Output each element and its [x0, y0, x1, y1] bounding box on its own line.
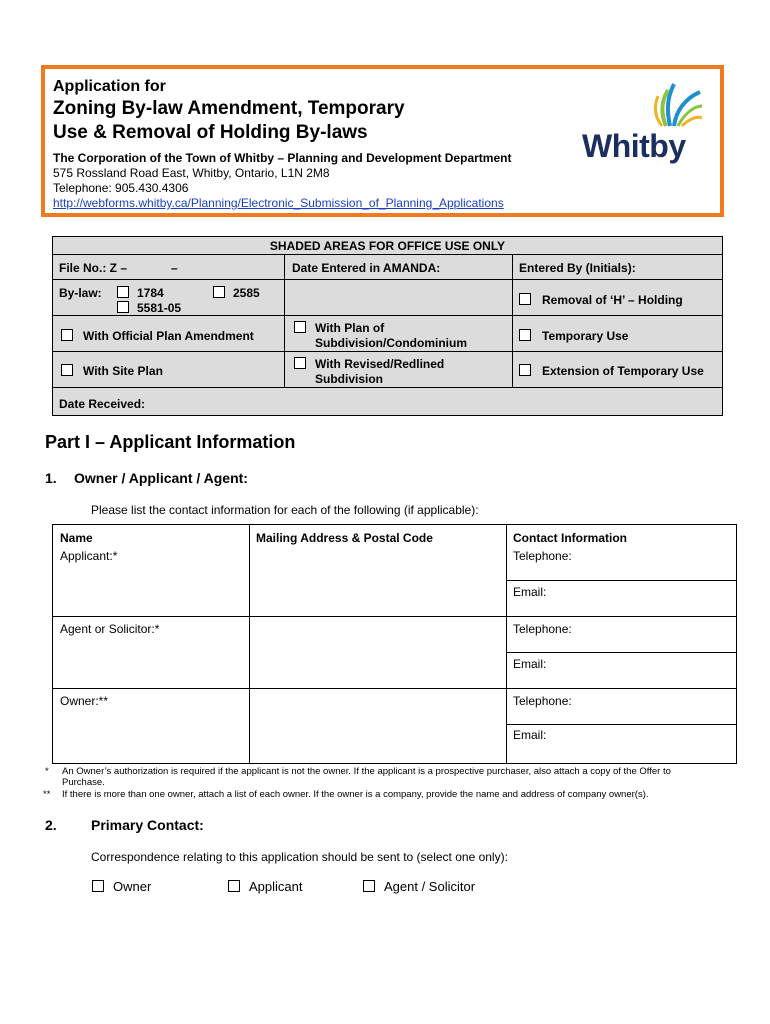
col-address-header: Mailing Address & Postal Code: [256, 531, 433, 545]
temporary-use-label: Temporary Use: [542, 329, 629, 343]
form-title: [53, 97, 473, 145]
primary-agent-checkbox[interactable]: [363, 880, 375, 892]
office-use-table: [52, 236, 723, 416]
primary-owner-label: Owner: [113, 879, 152, 894]
section2-title: Primary Contact:: [91, 817, 204, 833]
contact-table: [52, 524, 737, 764]
footnote2-text: If there is more than one owner, attach a list of each owner. If the owner is a company, provide the name and address of company owner(s).: [62, 789, 649, 800]
entered-by-label: Entered By (Initials):: [519, 261, 636, 275]
agent-email-field[interactable]: Email:: [513, 657, 547, 671]
submission-link[interactable]: http://webforms.whitby.ca/Planning/Electronic_Submission_of_Planning_Applications: [53, 196, 504, 210]
footnote1-text: An Owner’s authorization is required if the applicant is not the owner. If the applicant is a prospective purchaser, also attach a copy of the Offer to: [62, 766, 671, 777]
col-name-header: Name: [60, 531, 93, 545]
temporary-use-checkbox[interactable]: [519, 329, 531, 341]
bylaw-label: By-law:: [59, 286, 102, 300]
section1-number: 1.: [45, 470, 57, 486]
footnote2-mark: **: [43, 789, 51, 800]
primary-agent-label: Agent / Solicitor: [384, 879, 476, 894]
part1-title: Part I – Applicant Information: [45, 432, 296, 452]
plan-subdivision-line1: With Plan of: [315, 321, 385, 335]
agent-telephone-field[interactable]: Telephone:: [513, 622, 572, 636]
bylaw-1784-label: 1784: [137, 286, 164, 300]
section2-intro: Correspondence relating to this application should be sent to (select one only):: [91, 850, 508, 864]
footnote1-text-cont: Purchase.: [62, 777, 105, 788]
corporation-name: The Corporation of the Town of Whitby – Planning and Development Department: [53, 151, 512, 165]
bylaw-5581-label: 5581-05: [137, 301, 182, 315]
form-title-line2: Use & Removal of Holding By-laws: [53, 122, 368, 143]
leaf-icon: [582, 78, 702, 133]
whitby-logo: [582, 78, 702, 168]
extension-label: Extension of Temporary Use: [542, 364, 704, 378]
date-received-label: Date Received:: [59, 397, 146, 411]
section2-number: 2.: [45, 817, 57, 833]
form-title-line1: Zoning By-law Amendment, Temporary: [53, 98, 405, 119]
plan-subdivision-line2: Subdivision/Condominium: [315, 336, 467, 350]
section1-intro: Please list the contact information for each of the following (if applicable):: [91, 503, 479, 517]
primary-applicant-checkbox[interactable]: [228, 880, 240, 892]
bylaw-1784-checkbox[interactable]: [117, 286, 129, 298]
removal-h-label: Removal of ‘H’ – Holding: [542, 293, 683, 307]
plan-subdivision-checkbox[interactable]: [294, 321, 306, 333]
section1-title: Owner / Applicant / Agent:: [74, 470, 248, 486]
logo-wordmark: Whitby: [582, 128, 686, 164]
revised-subdivision-checkbox[interactable]: [294, 357, 306, 369]
bylaw-2585-checkbox[interactable]: [213, 286, 225, 298]
site-plan-checkbox[interactable]: [61, 364, 73, 376]
extension-checkbox[interactable]: [519, 364, 531, 376]
applicant-label: Applicant:*: [60, 549, 118, 563]
date-entered-label: Date Entered in AMANDA:: [292, 261, 441, 275]
official-plan-label: With Official Plan Amendment: [83, 329, 254, 343]
bylaw-2585-label: 2585: [233, 286, 260, 300]
office-heading: SHADED AREAS FOR OFFICE USE ONLY: [269, 239, 506, 253]
file-no-dash: –: [171, 261, 178, 275]
revised-subdivision-line2: Subdivision: [315, 372, 384, 386]
applicant-email-field[interactable]: Email:: [513, 585, 547, 599]
bylaw-5581-checkbox[interactable]: [117, 301, 129, 313]
applicant-telephone-field[interactable]: Telephone:: [513, 549, 572, 563]
col-contact-header: Contact Information: [513, 531, 627, 545]
primary-owner-checkbox[interactable]: [92, 880, 104, 892]
owner-email-field[interactable]: Email:: [513, 728, 547, 742]
owner-label: Owner:**: [60, 694, 109, 708]
file-no-label: File No.: Z –: [59, 261, 128, 275]
agent-label: Agent or Solicitor:*: [60, 622, 160, 636]
address: 575 Rossland Road East, Whitby, Ontario, L1N 2M8: [53, 166, 330, 180]
owner-telephone-field[interactable]: Telephone:: [513, 694, 572, 708]
site-plan-label: With Site Plan: [83, 364, 163, 378]
form-subtitle: Application for: [53, 78, 166, 95]
footnote1-mark: *: [45, 766, 49, 777]
telephone: Telephone: 905.430.4306: [53, 181, 189, 195]
removal-h-checkbox[interactable]: [519, 293, 531, 305]
official-plan-checkbox[interactable]: [61, 329, 73, 341]
revised-subdivision-line1: With Revised/Redlined: [315, 357, 445, 371]
primary-applicant-label: Applicant: [249, 879, 303, 894]
